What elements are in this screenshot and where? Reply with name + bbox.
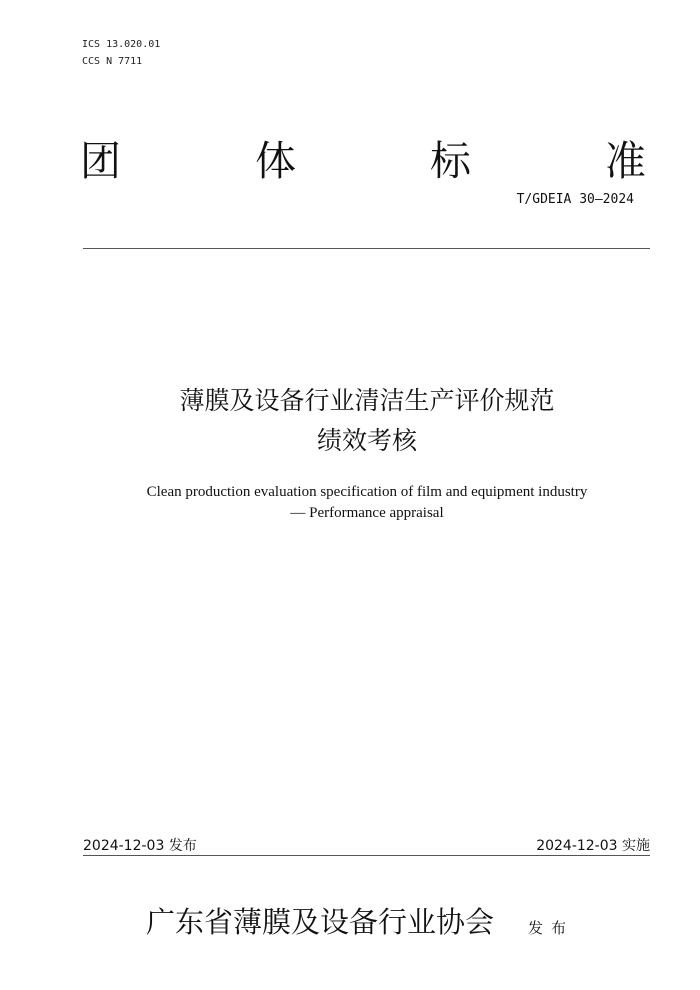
- english-title-line1: Clean production evaluation specification of film and equipment industry: [146, 484, 588, 500]
- chinese-title: [0, 381, 700, 461]
- issue-date: 2024-12-03 发布: [83, 838, 197, 854]
- category-char-1: 团: [80, 137, 121, 185]
- top-divider: [83, 248, 650, 249]
- chinese-title-line2: 绩效考核: [316, 426, 417, 455]
- english-title: [0, 482, 700, 524]
- classification-codes: [82, 36, 160, 70]
- standard-number: T/GDEIA 30—2024: [516, 192, 634, 207]
- english-title-line2: — Performance appraisal: [290, 505, 444, 521]
- implementation-date: 2024-12-03 实施: [536, 838, 650, 854]
- publisher-name: 广东省薄膜及设备行业协会: [146, 905, 495, 939]
- category-char-2: 体: [255, 137, 296, 185]
- category-char-4: 准: [605, 137, 646, 185]
- document-category-title: [80, 135, 646, 187]
- chinese-title-line1: 薄膜及设备行业清洁生产评价规范: [179, 386, 555, 415]
- ics-code: ICS 13.020.01: [82, 39, 161, 50]
- ccs-code: CCS N 7711: [82, 56, 143, 67]
- bottom-divider: [83, 855, 650, 856]
- publish-label: 发布: [528, 919, 575, 937]
- category-char-3: 标: [430, 137, 471, 185]
